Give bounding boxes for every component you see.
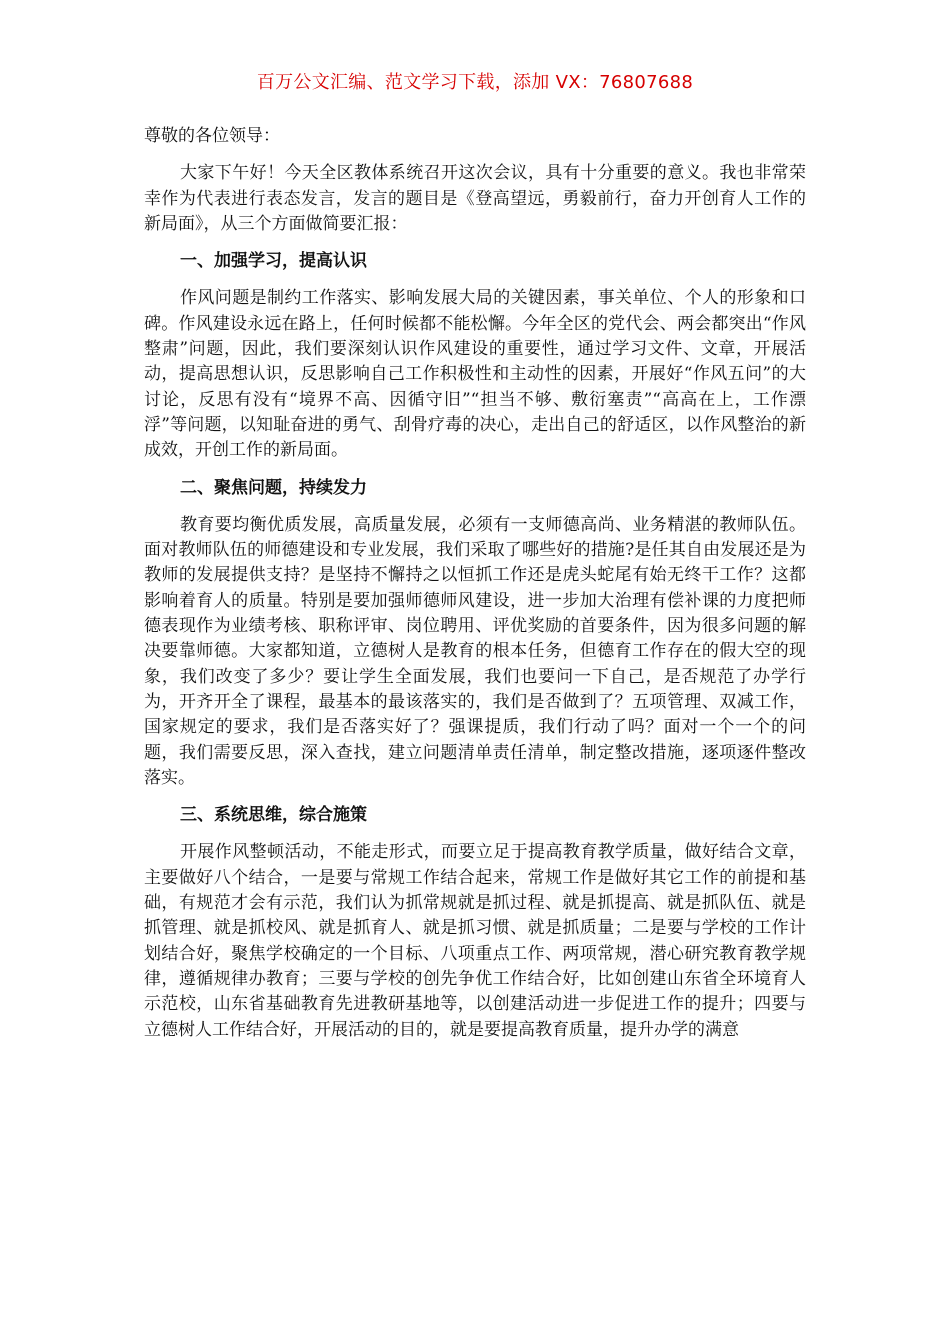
- section-3-heading: 三、系统思维，综合施策: [180, 805, 367, 826]
- document-body: [144, 124, 806, 1055]
- section-3-body: 开展作风整顿活动，不能走形式，而要立足于提高教育教学质量，做好结合文章，主要做好八个结合，一是要与常规工作结合起来，常规工作是做好其它工作的前提和基础，有规范才会有示范，我们认为抓常规就是抓过程、就是抓提高、就是抓队伍、就是抓管理、就是抓校风、就是抓育人、就是抓习惯、就是抓质量；二是要与学校的工作计划结合好，聚焦学校确定的一个目标、八项重点工作、两项常规，潜心研究教育教学规律，遵循规律办教育；三要与学校的创先争优工作结合好，比如创建山东省全环境育人示范校，山东省基础教育先进教研基地等，以创建活动进一步促进工作的提升；四要与立德树人工作结合好，开展活动的目的，就是要提高教育质量，提升办学的满意: [144, 842, 806, 1040]
- salutation: 尊敬的各位领导：: [144, 126, 280, 146]
- section-1-heading: 一、加强学习，提高认识: [180, 251, 367, 272]
- intro-paragraph: 大家下午好！今天全区教体系统召开这次会议，具有十分重要的意义。我也非常荣幸作为代表进行表态发言，发言的题目是《登高望远，勇毅前行，奋力开创育人工作的新局面》，从三个方面做简要汇报：: [144, 163, 806, 234]
- section-1-body: 作风问题是制约工作落实、影响发展大局的关键因素，事关单位、个人的形象和口碑。作风建设永远在路上，任何时候都不能松懈。今年全区的党代会、两会都突出“作风整肃”问题，因此，我们要深刻认识作风建设的重要性，通过学习文件、文章，开展活动，提高思想认识，反思影响自己工作积极性和主动性的因素，开展好“作风五问”的大讨论，反思有没有“境界不高、因循守旧”“担当不够、敷衍塞责”“高高在上，工作漂浮”等问题，以知耻奋进的勇气、刮骨疗毒的决心，走出自己的舒适区，以作风整治的新成效，开创工作的新局面。: [144, 288, 806, 461]
- section-2-body: 教育要均衡优质发展，高质量发展，必须有一支师德高尚、业务精湛的教师队伍。面对教师队伍的师德建设和专业发展，我们采取了哪些好的措施?是任其自由发展还是为教师的发展提供支持？是坚持不懈持之以恒抓工作还是虎头蛇尾有始无终干工作？这都影响着育人的质量。特别是要加强师德师风建设，进一步加大治理有偿补课的力度把师德表现作为业绩考核、职称评审、岗位聘用、评优奖励的首要条件，因为很多问题的解决要靠师德。大家都知道，立德树人是教育的根本任务，但德育工作存在的假大空的现象，我们改变了多少？要让学生全面发展，我们也要问一下自己，是否规范了办学行为，开齐开全了课程，最基本的最该落实的，我们是否做到了？五项管理、双减工作，国家规定的要求，我们是否落实好了？强课提质，我们行动了吗？面对一个一个的问题，我们需要反思，深入查找，建立问题清单责任清单，制定整改措施，逐项逐件整改落实。: [144, 514, 806, 788]
- header-banner: 百万公文汇编、范文学习下载，添加 VX：76807688: [256, 72, 694, 93]
- section-2-heading: 二、聚焦问题，持续发力: [180, 477, 367, 498]
